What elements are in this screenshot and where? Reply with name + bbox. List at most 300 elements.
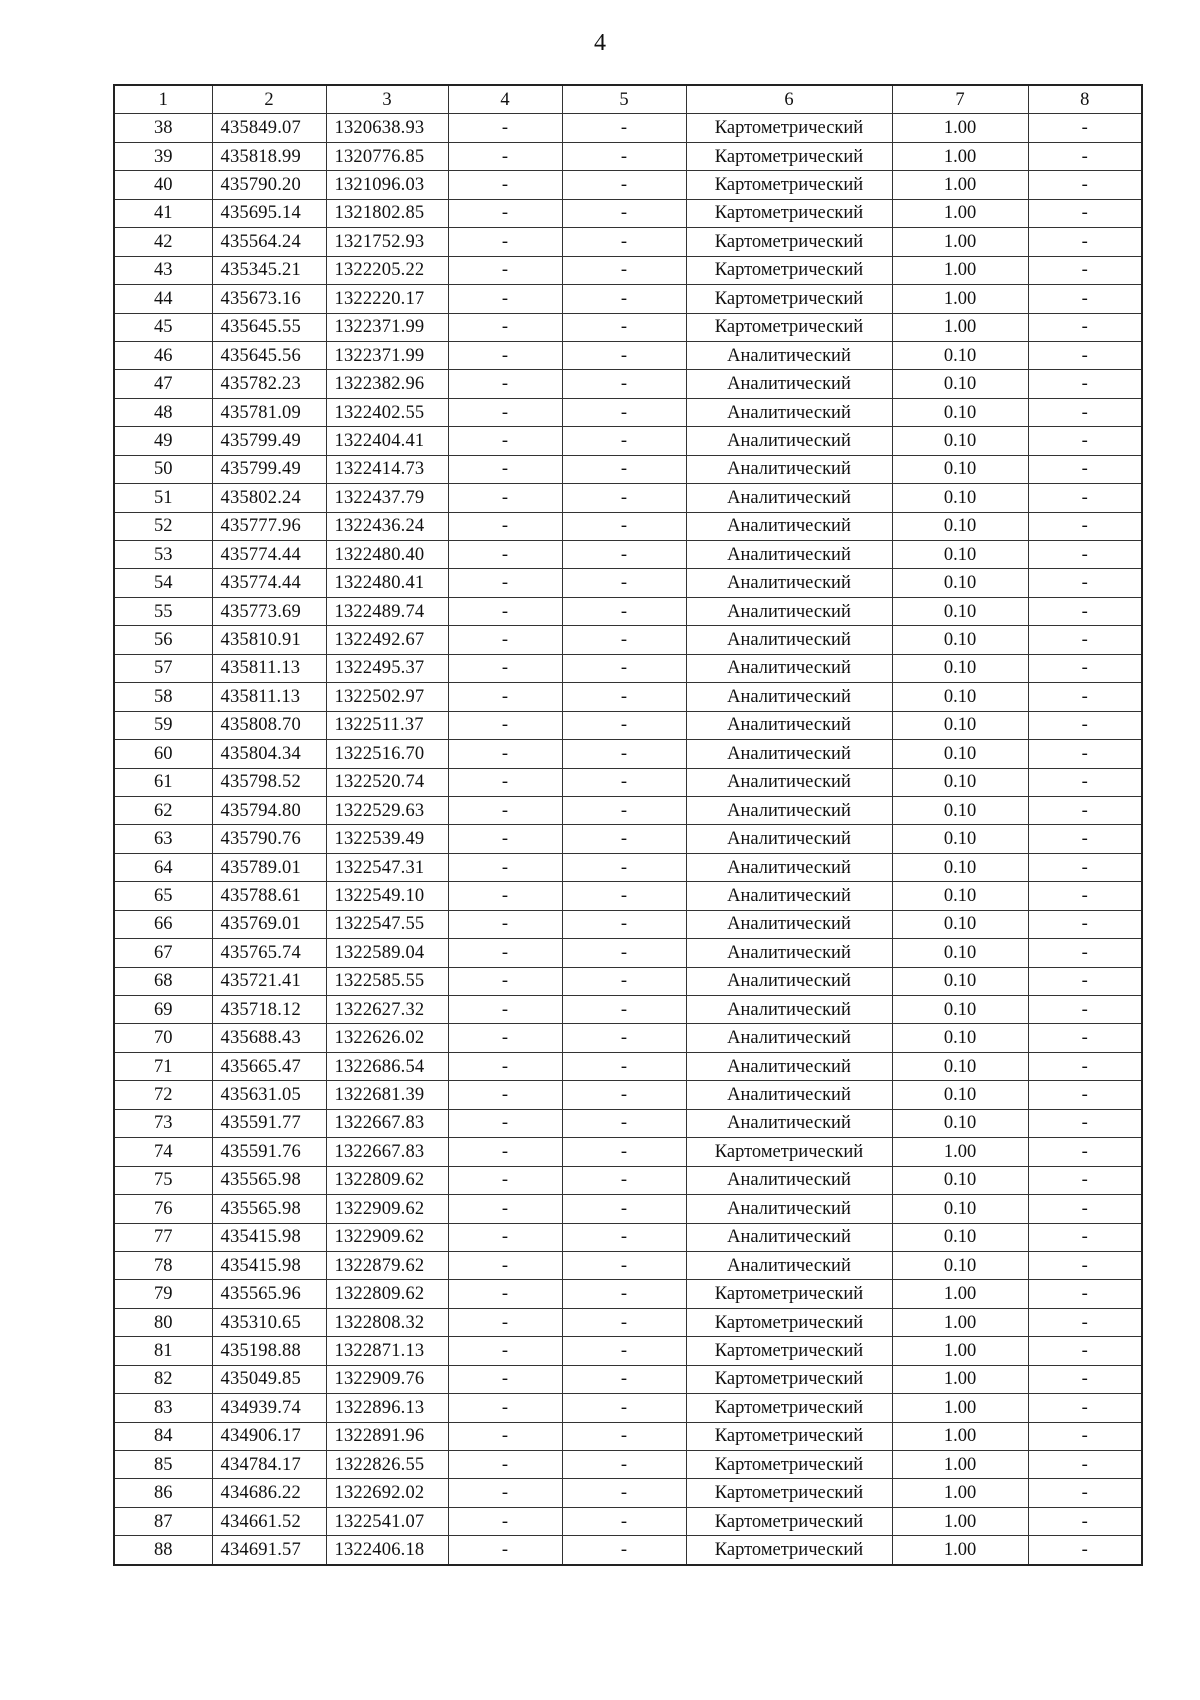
table-row: [114, 1365, 1142, 1393]
method-cell: Картометрический: [686, 313, 892, 341]
x-coordinate-cell: 435774.44: [212, 541, 326, 569]
table-row: [114, 1052, 1142, 1080]
table-row: [114, 199, 1142, 227]
accuracy-cell: 0.10: [892, 597, 1028, 625]
column-header: 4: [448, 85, 562, 114]
table-row: [114, 541, 1142, 569]
col4-cell: -: [448, 740, 562, 768]
table-row: [114, 1337, 1142, 1365]
column-header: 1: [114, 85, 212, 114]
accuracy-cell: 0.10: [892, 683, 1028, 711]
col8-cell: -: [1028, 1365, 1142, 1393]
x-coordinate-cell: 435645.56: [212, 341, 326, 369]
col8-cell: -: [1028, 939, 1142, 967]
y-coordinate-cell: 1322686.54: [326, 1052, 448, 1080]
accuracy-cell: 1.00: [892, 1365, 1028, 1393]
table-row: [114, 285, 1142, 313]
x-coordinate-cell: 435565.98: [212, 1166, 326, 1194]
x-coordinate-cell: 435345.21: [212, 256, 326, 284]
y-coordinate-cell: 1322589.04: [326, 939, 448, 967]
accuracy-cell: 0.10: [892, 768, 1028, 796]
point-number-cell: 60: [114, 740, 212, 768]
point-number-cell: 78: [114, 1251, 212, 1279]
y-coordinate-cell: 1322549.10: [326, 882, 448, 910]
x-coordinate-cell: 435564.24: [212, 228, 326, 256]
col8-cell: -: [1028, 1280, 1142, 1308]
col8-cell: -: [1028, 341, 1142, 369]
method-cell: Картометрический: [686, 285, 892, 313]
accuracy-cell: 0.10: [892, 1223, 1028, 1251]
method-cell: Картометрический: [686, 114, 892, 142]
point-number-cell: 57: [114, 654, 212, 682]
x-coordinate-cell: 435790.76: [212, 825, 326, 853]
col5-cell: -: [562, 398, 686, 426]
col4-cell: -: [448, 683, 562, 711]
x-coordinate-cell: 435591.77: [212, 1109, 326, 1137]
col5-cell: -: [562, 597, 686, 625]
col4-cell: -: [448, 114, 562, 142]
point-number-cell: 72: [114, 1081, 212, 1109]
accuracy-cell: 1.00: [892, 313, 1028, 341]
col5-cell: -: [562, 171, 686, 199]
accuracy-cell: 0.10: [892, 740, 1028, 768]
col5-cell: -: [562, 285, 686, 313]
table-row: [114, 1195, 1142, 1223]
method-cell: Аналитический: [686, 796, 892, 824]
y-coordinate-cell: 1322516.70: [326, 740, 448, 768]
y-coordinate-cell: 1322489.74: [326, 597, 448, 625]
method-cell: Аналитический: [686, 882, 892, 910]
method-cell: Аналитический: [686, 711, 892, 739]
accuracy-cell: 1.00: [892, 199, 1028, 227]
col5-cell: -: [562, 1280, 686, 1308]
col4-cell: -: [448, 1024, 562, 1052]
y-coordinate-cell: 1322402.55: [326, 398, 448, 426]
table-row: [114, 996, 1142, 1024]
col8-cell: -: [1028, 199, 1142, 227]
y-coordinate-cell: 1322414.73: [326, 455, 448, 483]
col4-cell: -: [448, 768, 562, 796]
accuracy-cell: 0.10: [892, 1109, 1028, 1137]
y-coordinate-cell: 1322437.79: [326, 484, 448, 512]
table-row: [114, 825, 1142, 853]
point-number-cell: 49: [114, 427, 212, 455]
x-coordinate-cell: 435645.55: [212, 313, 326, 341]
method-cell: Аналитический: [686, 484, 892, 512]
col8-cell: -: [1028, 1507, 1142, 1535]
col8-cell: -: [1028, 1052, 1142, 1080]
y-coordinate-cell: 1322480.41: [326, 569, 448, 597]
col5-cell: -: [562, 1536, 686, 1565]
col5-cell: -: [562, 1138, 686, 1166]
method-cell: Аналитический: [686, 1195, 892, 1223]
col5-cell: -: [562, 825, 686, 853]
point-number-cell: 69: [114, 996, 212, 1024]
method-cell: Картометрический: [686, 1479, 892, 1507]
accuracy-cell: 1.00: [892, 1507, 1028, 1535]
method-cell: Картометрический: [686, 1422, 892, 1450]
col5-cell: -: [562, 1251, 686, 1279]
col5-cell: -: [562, 370, 686, 398]
col8-cell: -: [1028, 285, 1142, 313]
accuracy-cell: 0.10: [892, 825, 1028, 853]
point-number-cell: 38: [114, 114, 212, 142]
table-body: [114, 114, 1142, 1565]
col8-cell: -: [1028, 541, 1142, 569]
x-coordinate-cell: 435665.47: [212, 1052, 326, 1080]
y-coordinate-cell: 1321096.03: [326, 171, 448, 199]
accuracy-cell: 1.00: [892, 256, 1028, 284]
accuracy-cell: 0.10: [892, 853, 1028, 881]
y-coordinate-cell: 1322495.37: [326, 654, 448, 682]
y-coordinate-cell: 1322667.83: [326, 1109, 448, 1137]
col4-cell: -: [448, 1251, 562, 1279]
col8-cell: -: [1028, 142, 1142, 170]
method-cell: Аналитический: [686, 1081, 892, 1109]
method-cell: Картометрический: [686, 142, 892, 170]
y-coordinate-cell: 1322681.39: [326, 1081, 448, 1109]
y-coordinate-cell: 1322404.41: [326, 427, 448, 455]
y-coordinate-cell: 1322371.99: [326, 341, 448, 369]
accuracy-cell: 0.10: [892, 626, 1028, 654]
x-coordinate-cell: 434691.57: [212, 1536, 326, 1565]
table-row: [114, 228, 1142, 256]
column-header: 3: [326, 85, 448, 114]
col4-cell: -: [448, 1536, 562, 1565]
point-number-cell: 83: [114, 1394, 212, 1422]
y-coordinate-cell: 1322220.17: [326, 285, 448, 313]
col4-cell: -: [448, 142, 562, 170]
col8-cell: -: [1028, 683, 1142, 711]
y-coordinate-cell: 1322826.55: [326, 1451, 448, 1479]
method-cell: Аналитический: [686, 398, 892, 426]
accuracy-cell: 0.10: [892, 484, 1028, 512]
y-coordinate-cell: 1322547.55: [326, 910, 448, 938]
x-coordinate-cell: 434939.74: [212, 1394, 326, 1422]
x-coordinate-cell: 435782.23: [212, 370, 326, 398]
col5-cell: -: [562, 484, 686, 512]
x-coordinate-cell: 434784.17: [212, 1451, 326, 1479]
method-cell: Аналитический: [686, 626, 892, 654]
accuracy-cell: 0.10: [892, 427, 1028, 455]
method-cell: Картометрический: [686, 1394, 892, 1422]
accuracy-cell: 0.10: [892, 341, 1028, 369]
table-row: [114, 967, 1142, 995]
x-coordinate-cell: 435808.70: [212, 711, 326, 739]
col4-cell: -: [448, 711, 562, 739]
point-number-cell: 64: [114, 853, 212, 881]
x-coordinate-cell: 435415.98: [212, 1251, 326, 1279]
y-coordinate-cell: 1322585.55: [326, 967, 448, 995]
col8-cell: -: [1028, 484, 1142, 512]
col5-cell: -: [562, 1337, 686, 1365]
accuracy-cell: 1.00: [892, 1394, 1028, 1422]
accuracy-cell: 1.00: [892, 1422, 1028, 1450]
col4-cell: -: [448, 796, 562, 824]
table-row: [114, 1479, 1142, 1507]
y-coordinate-cell: 1322808.32: [326, 1308, 448, 1336]
method-cell: Аналитический: [686, 541, 892, 569]
col5-cell: -: [562, 740, 686, 768]
col5-cell: -: [562, 626, 686, 654]
y-coordinate-cell: 1322502.97: [326, 683, 448, 711]
coordinates-table: [113, 84, 1143, 1566]
x-coordinate-cell: 435781.09: [212, 398, 326, 426]
method-cell: Аналитический: [686, 1109, 892, 1137]
col5-cell: -: [562, 939, 686, 967]
table-row: [114, 1166, 1142, 1194]
method-cell: Аналитический: [686, 512, 892, 540]
col5-cell: -: [562, 1024, 686, 1052]
point-number-cell: 67: [114, 939, 212, 967]
x-coordinate-cell: 435790.20: [212, 171, 326, 199]
col5-cell: -: [562, 853, 686, 881]
y-coordinate-cell: 1322480.40: [326, 541, 448, 569]
col8-cell: -: [1028, 768, 1142, 796]
col5-cell: -: [562, 1394, 686, 1422]
col4-cell: -: [448, 825, 562, 853]
table-row: [114, 398, 1142, 426]
accuracy-cell: 0.10: [892, 512, 1028, 540]
point-number-cell: 40: [114, 171, 212, 199]
y-coordinate-cell: 1322406.18: [326, 1536, 448, 1565]
table-row: [114, 1507, 1142, 1535]
col4-cell: -: [448, 853, 562, 881]
method-cell: Картометрический: [686, 256, 892, 284]
method-cell: Аналитический: [686, 654, 892, 682]
method-cell: Картометрический: [686, 1138, 892, 1166]
point-number-cell: 88: [114, 1536, 212, 1565]
point-number-cell: 48: [114, 398, 212, 426]
y-coordinate-cell: 1320776.85: [326, 142, 448, 170]
point-number-cell: 59: [114, 711, 212, 739]
table-row: [114, 796, 1142, 824]
col4-cell: -: [448, 484, 562, 512]
col8-cell: -: [1028, 455, 1142, 483]
y-coordinate-cell: 1322809.62: [326, 1166, 448, 1194]
accuracy-cell: 1.00: [892, 1138, 1028, 1166]
y-coordinate-cell: 1321802.85: [326, 199, 448, 227]
point-number-cell: 53: [114, 541, 212, 569]
col5-cell: -: [562, 1507, 686, 1535]
point-number-cell: 73: [114, 1109, 212, 1137]
accuracy-cell: 0.10: [892, 398, 1028, 426]
table-row: [114, 740, 1142, 768]
y-coordinate-cell: 1322511.37: [326, 711, 448, 739]
col4-cell: -: [448, 341, 562, 369]
y-coordinate-cell: 1322539.49: [326, 825, 448, 853]
y-coordinate-cell: 1322879.62: [326, 1251, 448, 1279]
col5-cell: -: [562, 1223, 686, 1251]
table-row: [114, 1223, 1142, 1251]
col4-cell: -: [448, 1308, 562, 1336]
accuracy-cell: 0.10: [892, 569, 1028, 597]
col4-cell: -: [448, 285, 562, 313]
col4-cell: -: [448, 1365, 562, 1393]
accuracy-cell: 0.10: [892, 910, 1028, 938]
point-number-cell: 87: [114, 1507, 212, 1535]
col8-cell: -: [1028, 1081, 1142, 1109]
point-number-cell: 70: [114, 1024, 212, 1052]
method-cell: Аналитический: [686, 341, 892, 369]
method-cell: Картометрический: [686, 1280, 892, 1308]
col8-cell: -: [1028, 1166, 1142, 1194]
col8-cell: -: [1028, 882, 1142, 910]
y-coordinate-cell: 1321752.93: [326, 228, 448, 256]
table-row: [114, 1451, 1142, 1479]
table-row: [114, 939, 1142, 967]
accuracy-cell: 1.00: [892, 1308, 1028, 1336]
col5-cell: -: [562, 541, 686, 569]
col5-cell: -: [562, 313, 686, 341]
col4-cell: -: [448, 256, 562, 284]
column-header: 2: [212, 85, 326, 114]
x-coordinate-cell: 435811.13: [212, 654, 326, 682]
col8-cell: -: [1028, 256, 1142, 284]
x-coordinate-cell: 435788.61: [212, 882, 326, 910]
point-number-cell: 76: [114, 1195, 212, 1223]
x-coordinate-cell: 435565.98: [212, 1195, 326, 1223]
point-number-cell: 61: [114, 768, 212, 796]
accuracy-cell: 0.10: [892, 939, 1028, 967]
col5-cell: -: [562, 996, 686, 1024]
col5-cell: -: [562, 256, 686, 284]
col8-cell: -: [1028, 796, 1142, 824]
accuracy-cell: 0.10: [892, 1166, 1028, 1194]
y-coordinate-cell: 1322909.62: [326, 1195, 448, 1223]
method-cell: Картометрический: [686, 1308, 892, 1336]
col5-cell: -: [562, 967, 686, 995]
x-coordinate-cell: 435789.01: [212, 853, 326, 881]
x-coordinate-cell: 435049.85: [212, 1365, 326, 1393]
y-coordinate-cell: 1322692.02: [326, 1479, 448, 1507]
x-coordinate-cell: 435799.49: [212, 427, 326, 455]
y-coordinate-cell: 1322205.22: [326, 256, 448, 284]
accuracy-cell: 1.00: [892, 1479, 1028, 1507]
x-coordinate-cell: 434661.52: [212, 1507, 326, 1535]
col8-cell: -: [1028, 398, 1142, 426]
col4-cell: -: [448, 228, 562, 256]
accuracy-cell: 1.00: [892, 142, 1028, 170]
col8-cell: -: [1028, 1308, 1142, 1336]
col4-cell: -: [448, 1081, 562, 1109]
method-cell: Аналитический: [686, 1166, 892, 1194]
x-coordinate-cell: 435774.44: [212, 569, 326, 597]
method-cell: Аналитический: [686, 1251, 892, 1279]
point-number-cell: 71: [114, 1052, 212, 1080]
col4-cell: -: [448, 569, 562, 597]
point-number-cell: 75: [114, 1166, 212, 1194]
table-row: [114, 626, 1142, 654]
y-coordinate-cell: 1322547.31: [326, 853, 448, 881]
method-cell: Аналитический: [686, 910, 892, 938]
method-cell: Аналитический: [686, 597, 892, 625]
col5-cell: -: [562, 199, 686, 227]
col8-cell: -: [1028, 910, 1142, 938]
accuracy-cell: 0.10: [892, 796, 1028, 824]
x-coordinate-cell: 435415.98: [212, 1223, 326, 1251]
x-coordinate-cell: 435631.05: [212, 1081, 326, 1109]
y-coordinate-cell: 1322896.13: [326, 1394, 448, 1422]
col4-cell: -: [448, 1422, 562, 1450]
col5-cell: -: [562, 569, 686, 597]
table-row: [114, 910, 1142, 938]
accuracy-cell: 1.00: [892, 1337, 1028, 1365]
accuracy-cell: 0.10: [892, 541, 1028, 569]
method-cell: Аналитический: [686, 427, 892, 455]
col4-cell: -: [448, 996, 562, 1024]
col8-cell: -: [1028, 654, 1142, 682]
method-cell: Аналитический: [686, 683, 892, 711]
table-row: [114, 512, 1142, 540]
point-number-cell: 54: [114, 569, 212, 597]
method-cell: Картометрический: [686, 199, 892, 227]
col8-cell: -: [1028, 1251, 1142, 1279]
col8-cell: -: [1028, 171, 1142, 199]
x-coordinate-cell: 435804.34: [212, 740, 326, 768]
y-coordinate-cell: 1320638.93: [326, 114, 448, 142]
col8-cell: -: [1028, 427, 1142, 455]
y-coordinate-cell: 1322667.83: [326, 1138, 448, 1166]
column-header: 8: [1028, 85, 1142, 114]
table-row: [114, 683, 1142, 711]
table-row: [114, 1109, 1142, 1137]
col4-cell: -: [448, 939, 562, 967]
col5-cell: -: [562, 1166, 686, 1194]
table-row: [114, 114, 1142, 142]
table-row: [114, 768, 1142, 796]
point-number-cell: 58: [114, 683, 212, 711]
column-header: 7: [892, 85, 1028, 114]
x-coordinate-cell: 435198.88: [212, 1337, 326, 1365]
method-cell: Картометрический: [686, 171, 892, 199]
point-number-cell: 50: [114, 455, 212, 483]
table-row: [114, 370, 1142, 398]
y-coordinate-cell: 1322909.76: [326, 1365, 448, 1393]
col4-cell: -: [448, 1195, 562, 1223]
table-row: [114, 484, 1142, 512]
col4-cell: -: [448, 1052, 562, 1080]
x-coordinate-cell: 435673.16: [212, 285, 326, 313]
point-number-cell: 82: [114, 1365, 212, 1393]
col8-cell: -: [1028, 1394, 1142, 1422]
col8-cell: -: [1028, 370, 1142, 398]
col4-cell: -: [448, 1166, 562, 1194]
method-cell: Картометрический: [686, 1507, 892, 1535]
col5-cell: -: [562, 142, 686, 170]
col8-cell: -: [1028, 512, 1142, 540]
col5-cell: -: [562, 910, 686, 938]
col5-cell: -: [562, 1422, 686, 1450]
col4-cell: -: [448, 1394, 562, 1422]
x-coordinate-cell: 434686.22: [212, 1479, 326, 1507]
x-coordinate-cell: 435818.99: [212, 142, 326, 170]
x-coordinate-cell: 435799.49: [212, 455, 326, 483]
col8-cell: -: [1028, 1479, 1142, 1507]
table-row: [114, 171, 1142, 199]
col4-cell: -: [448, 1223, 562, 1251]
table-row: [114, 1024, 1142, 1052]
col8-cell: -: [1028, 1223, 1142, 1251]
table-row: [114, 1251, 1142, 1279]
col8-cell: -: [1028, 1138, 1142, 1166]
column-header: 5: [562, 85, 686, 114]
x-coordinate-cell: 435565.96: [212, 1280, 326, 1308]
col8-cell: -: [1028, 1536, 1142, 1565]
point-number-cell: 65: [114, 882, 212, 910]
y-coordinate-cell: 1322909.62: [326, 1223, 448, 1251]
method-cell: Картометрический: [686, 1536, 892, 1565]
